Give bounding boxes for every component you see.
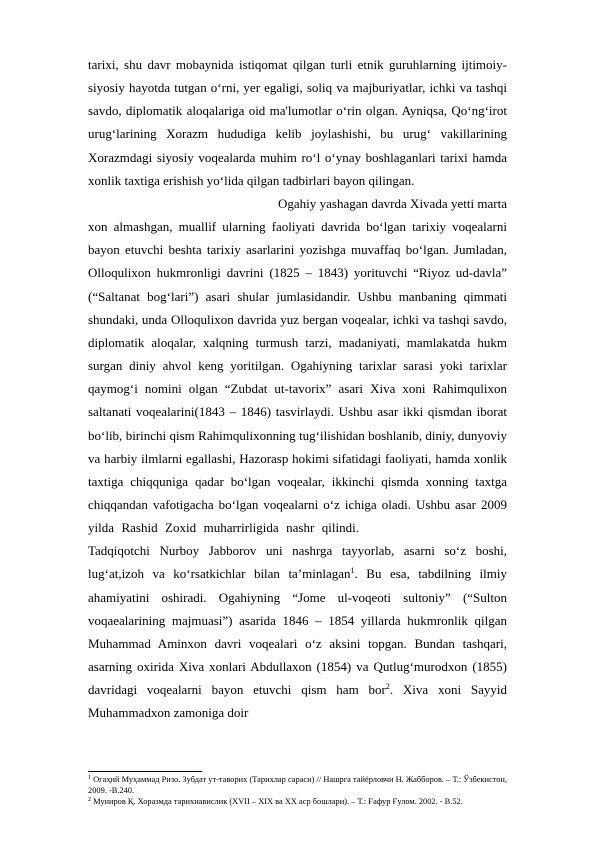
paragraph-2-text-a: Ogahiy yashagan davrda Xivada yetti marta xon almashgan, muallif ularning faoliyati davrida bo‘lgan tarixiy voqealarni bayon etuvchi beshta tarixiy asarlarini yozishga muvaffaq bo‘lgan. Jumladan, Olloqulixon hukmronligi davrini (1825 – 1843) yorituvchi “Riyoz ud-davla” (“Saltanat bog‘lari”) asari shular jumlasidandir. Ushbu manbaning qimmati shundaki, unda Olloqulixon davrida yuz bergan voqealar, ichki va tashqi savdo, diplomatik aloqalar, xalqning turmush tarzi, madaniyati, mamlakatda hukm surgan diniy ahvol keng yoritilgan. Ogahiyning tarixlar sarasi yoki tarixlar qaymog‘i nomini olgan “Zubdat ut-tavorix” asari Xiva xoni Rahimqulixon saltanati voqealarini(1843 – 1846) tasvirlaydi. Ushbu asar ikki qismdan iborat bo‘lib, birinchi qism Rahimqulixonning tug‘ilishidan boshlanib, diniy, dunyoviy va harbiy ilmlarni egallashi, Hazorasp hokimi sifatidagi faoliyati, hamda xonlik taxtiga chiqquniga qadar bo‘lgan voqealar, ikkinchi qismda xonning taxtga chiqqandan vafotigacha bo‘lgan voqealarni o‘z ichiga oladi. Ushbu asar 2009 yilda Rashid Zoxid muharrirligida nashr qilindi. [88,195,507,536]
footnotes [88,774,507,807]
paragraph-2-text-c: . Bu esa, tabdilning ilmiy ahamiyatini oshiradi. Ogahiyning “Jome ul-voqeoti sultoniy” (“Sulton voqaealarining majmuasi”) asarida 1846 – 1854 yillarda hukmronlik qilgan Muhammad Aminxon davri voqealari o‘z aksini topgan. Bundan tashqari, asarning oxirida Xiva xonlari Abdullaxon (1854) va Qutlug‘murodxon (1855) davridagi voqealarni bayon etuvchi qism ham bor [88,566,507,698]
footnote-1-text: Огаҳий Муҳаммад Ризо. Зубдат ут-таворих (Тарихлар сараси) // Нашрга тайёрловчи Н. Жабборов. – Т.: Ўзбекистон, 2009. -В.240. [88,775,507,795]
footnote-separator [88,771,202,772]
footnote-2-text: Муниров Қ. Хоразмда тарихнавислик (XVII – XIX ва XX аср бошлари). – Т.: Ғафур Ғулом. 2002. - В.52. [91,797,463,806]
body-text [88,53,507,725]
paragraph-1: tarixi, shu davr mobaynida istiqomat qilgan turli etnik guruhlarning ijtimoiy-siyosiy hayotda tutgan o‘rni, yer egaligi, soliq va majburiyatlar, ichki va tashqi savdo, diplomatik aloqalariga oid ma'lumotlar o‘rin olgan. Ayniqsa, Qo‘ng‘irot urug‘larining Xorazm hududiga kelib joylashishi, bu urug‘ vakillarining Xorazmdagi siyosiy voqealarda muhim ro‘l o‘ynay boshlaganlari tarixi hamda xonlik taxtiga erishish yo‘lida qilgan tadbirlari bayon qilingan. [88,57,507,188]
footnote-2 [88,796,507,807]
footnote-ref-1[interactable]: 1 [350,566,355,576]
paragraph-2-text-b: Tadqiqotchi Nurboy Jabborov uni nashrga tayyorlab, asarni so‘z boshi, lug‘at,izoh va ko‘rsatkichlar bilan ta’minlagan [88,543,507,582]
footnote-1-mark: 1 [88,775,91,781]
paragraph-2 [88,192,507,725]
footnote-2-mark: 2 [88,797,91,803]
footnote-ref-2[interactable]: 2 [385,682,390,692]
paragraph-2-text-d: . Xiva xoni Sayyid Muhammadxon zamoniga doir [88,682,507,721]
footnote-1 [88,774,507,796]
